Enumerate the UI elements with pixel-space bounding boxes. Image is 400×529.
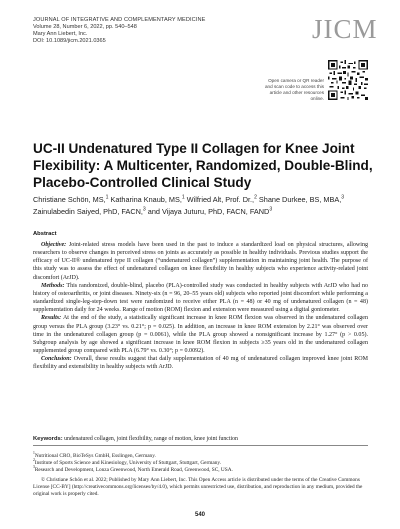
abstract-paragraph (33, 241, 368, 282)
qr-note: Open camera or QR reader and scan code to access this article and other resources online. (265, 78, 324, 101)
affiliation-mark: 1 (33, 451, 35, 456)
author-name: and Vijaya Juturu, PhD, FACN, FAND (145, 206, 270, 216)
footnotes (33, 453, 368, 497)
abstract-body (33, 241, 368, 372)
abstract-label: Results: (41, 315, 62, 322)
affiliation-text: Nutritional CRO, BioTeSys GmbH, Esslingen, Germany. (34, 453, 156, 459)
affiliation-mark: 2 (33, 458, 35, 463)
abstract-label: Methods: (41, 282, 65, 289)
author-line (33, 194, 378, 206)
abstract-text: This randomized, double-blind, placebo (PLA)-controlled study was conducted in healthy subjects with ArJD who had no history of osteoarthritis, or joint diseases. Ninety-six (n = 96, 20–55 years old) subjects who reported joint discomfort while performing a standardized single-leg-step-down test were randomized to receive either PLA (n = 48) or 40 mg of undenatured collagen (n = 48) supplementation daily for 24 weeks. Range of motion (ROM) flexion and extension were measured using a digital goniometer. (33, 282, 368, 314)
journal-volume: Volume 28, Number 6, 2022, pp. 540–548 (33, 24, 137, 30)
license-note: © Christiane Schön et al. 2022; Published by Mary Ann Liebert, Inc. This Open Access article is distributed under the terms of the Creative Commons License [CC-BY] (http://creativecommons.org/licenses/by/4.0), which permits unrestricted use, distribution, and reproduction in any medium, provided the original work is properly cited. (33, 476, 363, 497)
author-affiliation-mark: 3 (341, 194, 345, 201)
author-affiliation-mark: 3 (269, 206, 273, 213)
author-line (33, 206, 378, 218)
author-name: Wilfried Alt, Prof. Dr., (184, 195, 255, 204)
author-name: Christiane Schön, MS, (33, 195, 106, 204)
author-name: Shane Durkee, BS, MBA, (256, 195, 342, 204)
affiliation-footnote (33, 467, 368, 474)
journal-name: JOURNAL OF INTEGRATIVE AND COMPLEMENTARY MEDICINE (33, 17, 206, 23)
author-affiliation-mark: 2 (254, 194, 257, 201)
affiliation-mark: 3 (33, 465, 35, 470)
abstract-text: At the end of the study, a statistically significant increase in knee ROM flexion was observed in the undenatured collagen group versus the PLA group (3.23° vs. 0.21°; p = 0.025). In addition, an increase in knee ROM extension by 2.21° was observed over time in the undenatured collagen group (p = 0.0061), while the PLA group showed a nonsignificant increase by 1.27° (p > 0.05). Subgroup analysis by age showed a significant increase in knee ROM flexion in subjects ≥35 years old in the undenatured collagen supplemented group compared with PLA (6.79° vs. 0.30°; p = 0.0092). (33, 315, 368, 355)
qr-code-icon[interactable] (328, 60, 368, 100)
author-name: Zainulabedin Saiyed, PhD, FACN, (33, 206, 143, 216)
abstract-paragraph (33, 282, 368, 315)
abstract-text: Overall, these results suggest that daily supplementation of 40 mg of undenatured collagen improved knee joint ROM flexibility and extensibility in healthy subjects with ArJD. (33, 356, 368, 371)
abstract-label: Conclusion: (41, 356, 72, 363)
page-number: 540 (194, 512, 205, 518)
abstract-label: Objective: (41, 242, 67, 248)
author-affiliation-mark: 1 (105, 194, 109, 201)
keywords (33, 436, 373, 443)
affiliation-text: Research and Development, Lonza Greenwood, North Emerald Road, Greenwood, SC, USA. (34, 466, 233, 473)
keywords-label: Keywords: (33, 436, 63, 442)
author-name: Katharina Knaub, MS, (108, 195, 182, 204)
journal-publisher: Mary Ann Liebert, Inc. (33, 31, 88, 37)
abstract-paragraph (33, 314, 368, 355)
affiliation-text: Institute of Sports Science and Kinesiology, University of Stuttgart, Stuttgart, Germany. (34, 459, 222, 466)
footnote-divider (33, 445, 368, 446)
author-affiliation-mark: 1 (181, 194, 185, 201)
abstract-paragraph (33, 355, 368, 371)
journal-doi[interactable]: DOI: 10.1089/jicm.2021.0365 (33, 38, 106, 44)
article-title: UC-II Undenatured Type II Collagen for Knee Joint Flexibility: A Multicenter, Randomized, Double-Blind, Placebo-Controlled Clinical Study (33, 141, 373, 190)
abstract-heading: Abstract (33, 231, 57, 237)
abstract-text: Joint-related stress models have been used in the past to induce a standardized load on physical structures, allowing researchers to observe changes in perceived stress on joints as accurately as possible in healthy individuals. Previous studies support the efficacy of UC-II® undenatured type II collagen (“undenatured collagen”) supplementation in maintaining joint health. The purpose of this study was to assess the effect of undenatured collagen on knee flexibility in healthy subjects who experience activity-related joint discomfort (ArJD). (33, 242, 368, 281)
journal-header (33, 17, 205, 45)
author-list (33, 194, 378, 217)
keywords-text: undenatured collagen, joint flexibility, range of motion, knee joint function (62, 436, 238, 442)
journal-logo: JICM (312, 14, 378, 44)
author-affiliation-mark: 3 (142, 206, 146, 213)
